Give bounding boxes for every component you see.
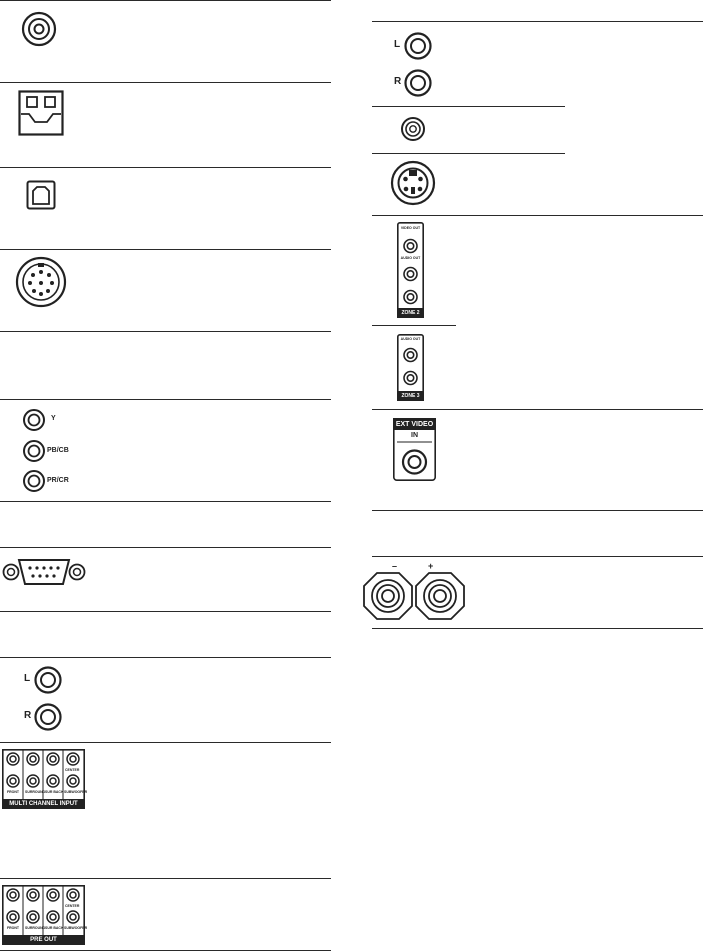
y-label: Y [51,415,56,422]
rca-jack-icon [34,666,62,694]
rca-jack-icon [404,69,432,97]
divider [372,215,703,216]
rs232c-port-icon [2,556,86,588]
rca-jack-icon [404,32,432,60]
zone2-banner: ZONE 2 [397,308,424,318]
s-video-jack-icon [390,160,436,206]
divider [0,331,331,332]
pb-label: PB/CB [47,447,69,454]
rca-jack-icon [34,703,62,731]
in-label: IN [411,432,418,439]
din-port-icon [15,256,67,308]
divider [0,167,331,168]
front-label: FRONT [7,790,20,794]
usb-port-icon [26,180,56,210]
analog-audio-jacks [0,664,80,736]
divider [0,82,331,83]
divider [0,501,331,502]
divider [0,878,331,879]
divider [372,21,703,22]
video-jack-icon [400,116,426,142]
sur-back-label: SUR BACK [45,790,64,794]
analog-audio-jacks [380,30,460,102]
right-channel-label: R [394,76,402,87]
minus-label: – [392,561,398,571]
divider [372,556,703,557]
front-label: FRONT [7,926,20,930]
rca-jack-icon [22,469,46,493]
coaxial-jack-icon [21,11,57,47]
video-out-label: VIDEO OUT [400,226,421,230]
divider [0,742,331,743]
divider [0,399,331,400]
ext-video-title: EXT VIDEO [393,418,436,430]
divider [0,657,331,658]
right-channel-label: R [24,710,32,721]
zone3-output-panel [397,334,424,401]
subwoofer-label: SUBWOOFER [64,926,88,930]
surround-label: SURROUND [25,790,46,794]
component-video-jacks [0,405,120,495]
subwoofer-label: SUBWOOFER [64,790,88,794]
audio-out-label: AUDIO OUT [400,256,421,260]
rca-jack-icon [22,439,46,463]
divider [372,628,703,629]
rca-jack-icon [22,408,46,432]
center-label: CENTER [65,904,80,908]
pr-label: PR/CR [47,477,69,484]
sur-back-label: SUR BACK [45,926,64,930]
divider [372,510,703,511]
audio-out-label: AUDIO OUT [400,337,421,341]
ext-video-panel [393,418,436,481]
left-channel-label: L [24,673,31,684]
zone3-banner: ZONE 3 [397,391,424,401]
multi-channel-input-panel [2,749,88,809]
antenna-terminal-icon [18,90,64,136]
zone2-output-panel [397,222,424,318]
divider [372,153,565,154]
divider [0,249,331,250]
divider [372,409,703,410]
multi-channel-input-banner: MULTI CHANNEL INPUT [2,799,85,809]
divider [372,106,565,107]
surround-label: SURROUND [25,926,46,930]
pre-out-banner: PRE OUT [2,935,85,945]
divider [0,547,331,548]
divider [0,950,331,951]
center-label: CENTER [65,768,80,772]
speaker-terminals [362,561,466,621]
pre-out-panel [2,885,88,945]
divider [372,325,456,326]
divider [0,611,331,612]
divider [0,0,331,1]
left-channel-label: L [394,39,401,50]
plus-label: + [428,561,434,571]
